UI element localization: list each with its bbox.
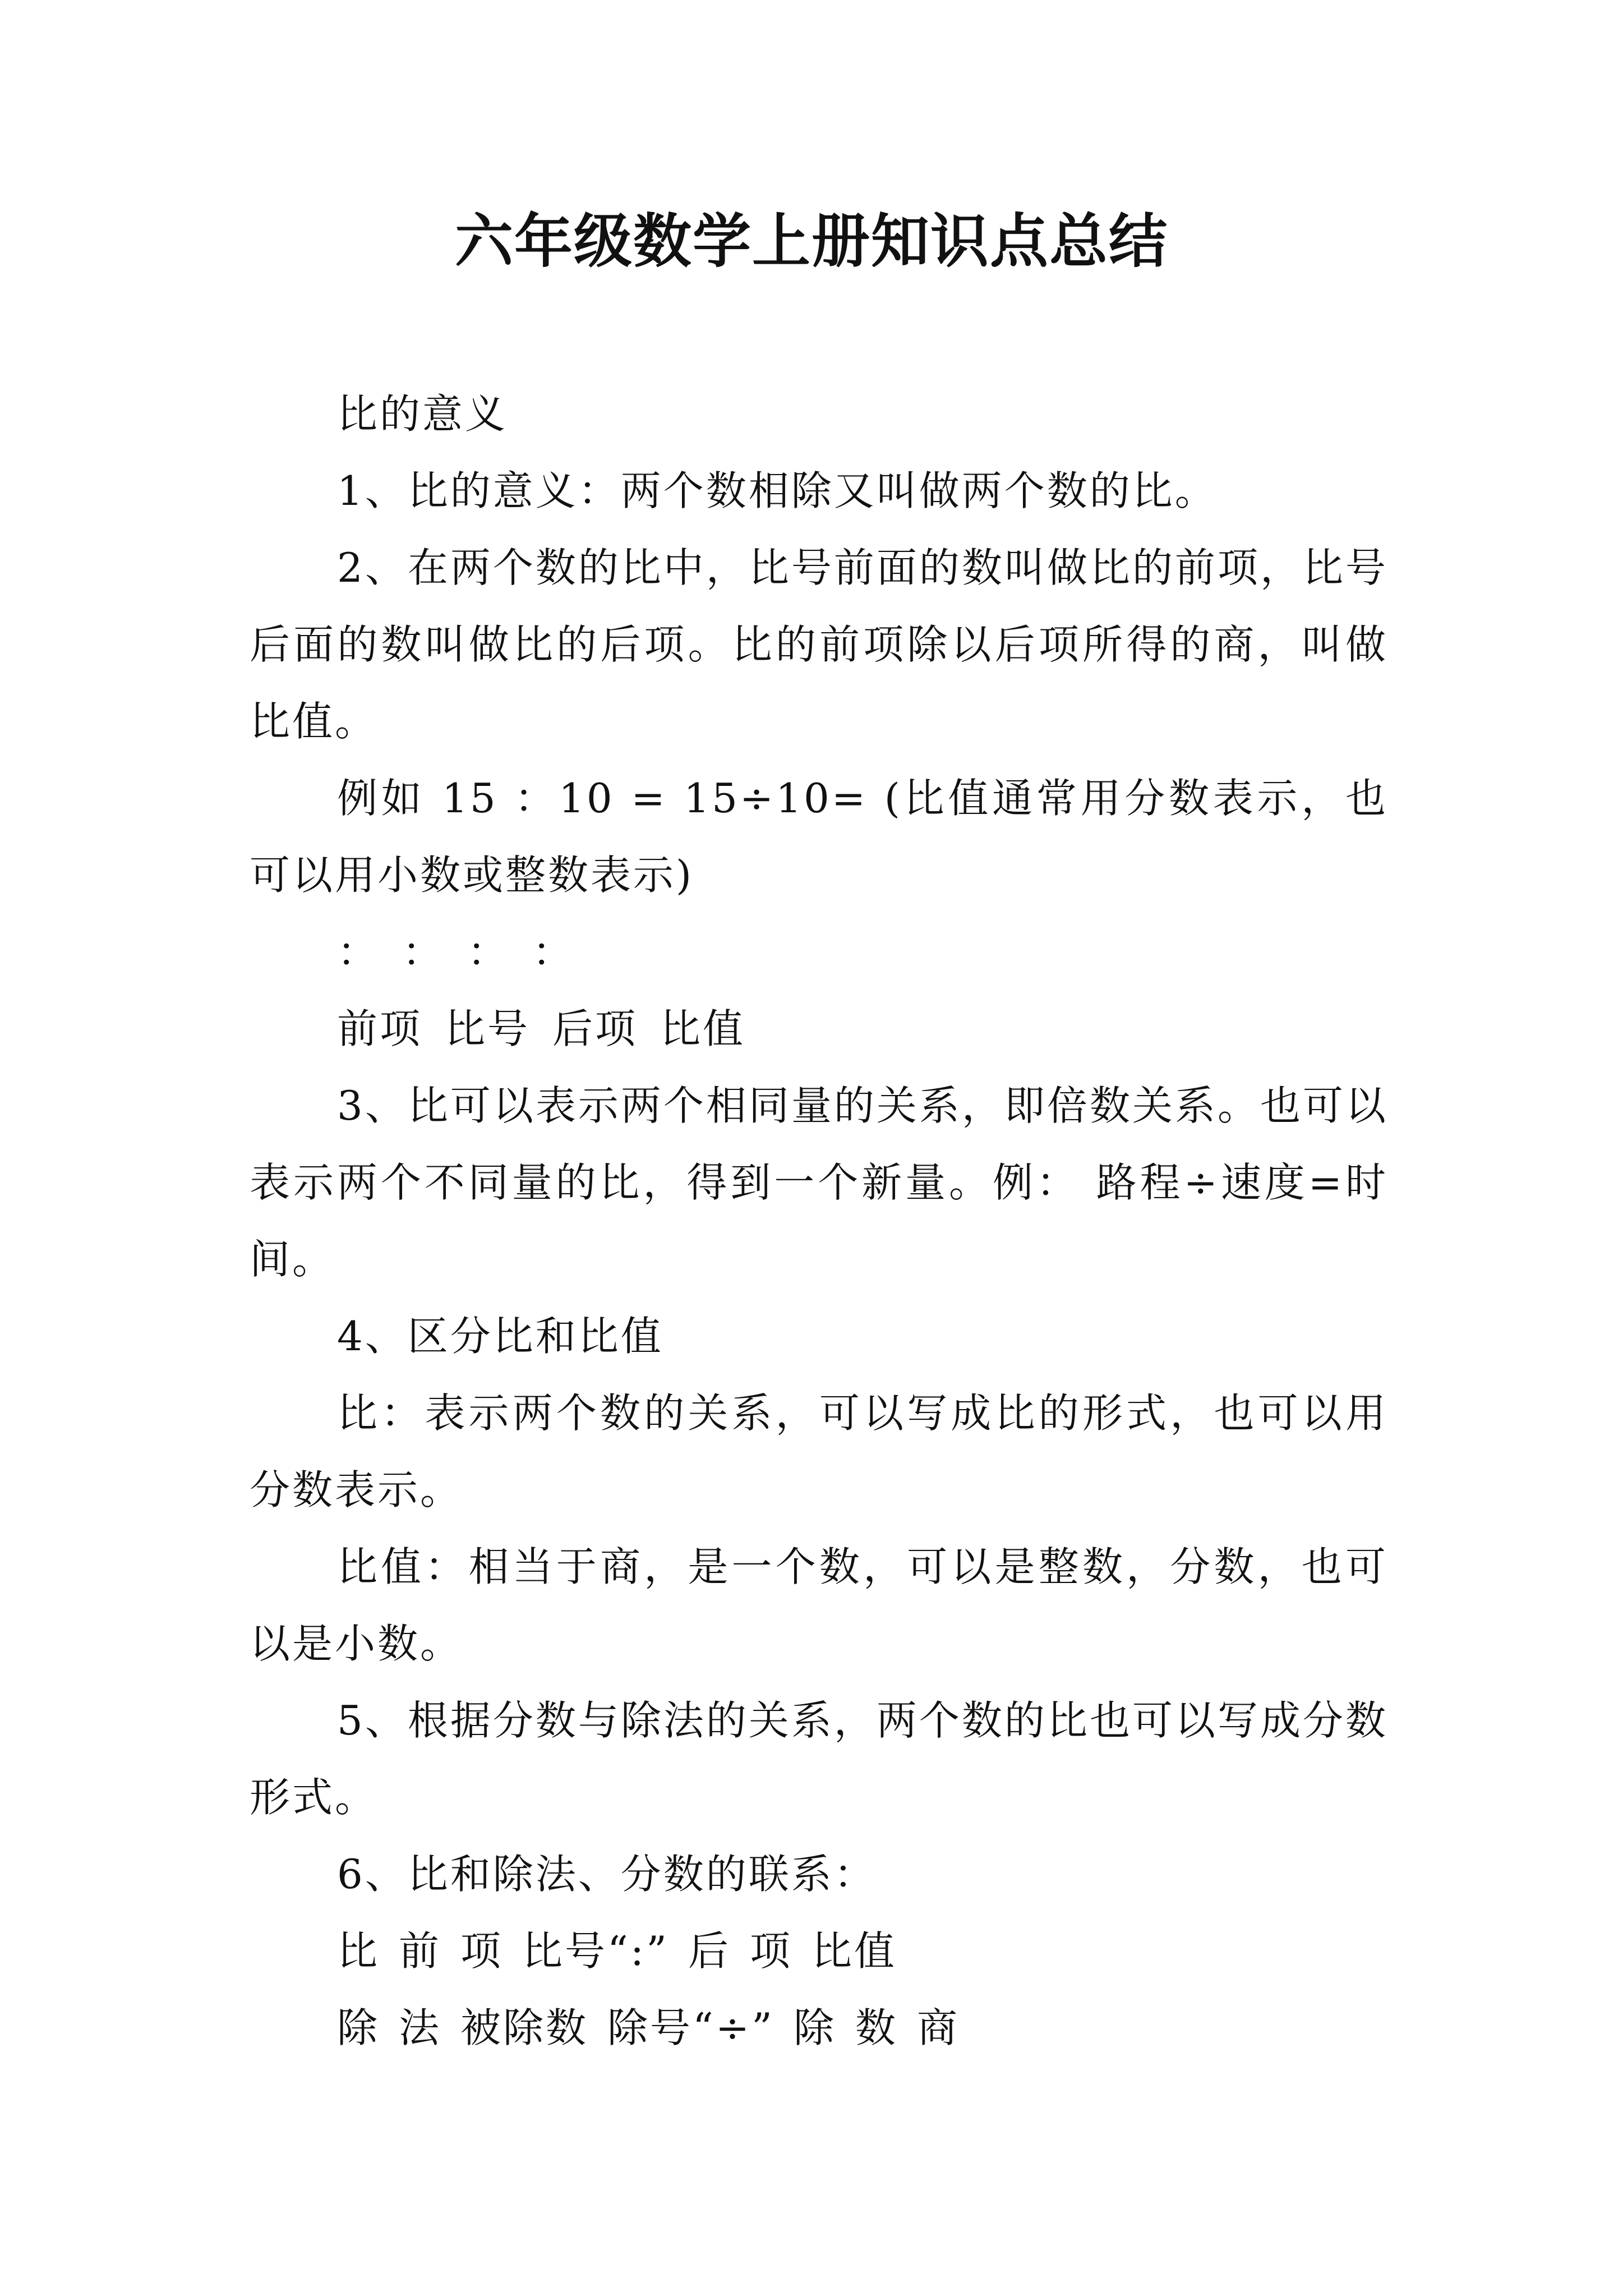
page-title: 六年级数学上册知识点总结 — [454, 207, 1168, 275]
paragraph-item6: 6、比和除法、分数的联系： — [337, 1851, 877, 1898]
example-terms-row — [250, 991, 1388, 1068]
comparison-row-ratio — [250, 1913, 1388, 1990]
division-cell-5: 除 — [794, 2004, 837, 2051]
ratio-cell-2: 前 — [399, 1927, 442, 1975]
division-cell-3: 被除数 — [460, 2004, 589, 2051]
term-bizhi: 比值 — [660, 1005, 746, 1052]
ratio-cell-7: 比值 — [811, 1927, 897, 1975]
paragraph-item4: 4、区分比和比值 — [337, 1313, 663, 1360]
section-heading: 比的意义 — [337, 390, 508, 438]
colon-4: ： — [532, 928, 575, 976]
term-houxiang: 后项 — [552, 1005, 638, 1052]
paragraph-item3: 3、比可以表示两个相同量的关系，即倍数关系。也可以表示两个不同量的比，得到一个新量。例： 路程÷速度=时间。 — [250, 1082, 1388, 1283]
division-cell-1: 除 — [337, 2004, 380, 2051]
comparison-row-division — [250, 1990, 1388, 2067]
paragraph-item1: 1、比的意义：两个数相除又叫做两个数的比。 — [337, 467, 1218, 514]
document-body — [250, 376, 1388, 2067]
division-cell-4: 除号“÷” — [607, 2004, 774, 2051]
colon-2: ： — [402, 928, 445, 976]
paragraph-bi-definition: 比：表示两个数的关系，可以写成比的形式，也可以用分数表示。 — [250, 1389, 1388, 1513]
term-qianxiang: 前项 — [337, 1005, 423, 1052]
colon-3: ： — [467, 928, 510, 976]
ratio-cell-4: 比号“:” — [522, 1927, 669, 1975]
paragraph-bizhi-definition: 比值：相当于商，是一个数，可以是整数，分数，也可以是小数。 — [250, 1543, 1388, 1667]
ratio-cell-1: 比 — [337, 1927, 380, 1975]
ratio-cell-6: 项 — [749, 1927, 792, 1975]
ratio-cell-3: 项 — [460, 1927, 504, 1975]
division-cell-2: 法 — [399, 2004, 442, 2051]
paragraph-item5: 5、根据分数与除法的关系，两个数的比也可以写成分数形式。 — [250, 1697, 1388, 1821]
ratio-cell-5: 后 — [688, 1927, 731, 1975]
example-colon-row — [250, 914, 1388, 991]
term-bihao: 比号 — [445, 1005, 531, 1052]
division-cell-7: 商 — [917, 2004, 960, 2051]
paragraph-item2: 2、在两个数的比中，比号前面的数叫做比的前项，比号后面的数叫做比的后项。比的前项除以后项所得的商，叫做比值。 — [250, 544, 1388, 745]
division-cell-6: 数 — [855, 2004, 898, 2051]
paragraph-example: 例如 15 ：10 = 15÷10= (比值通常用分数表示，也可以用小数或整数表示) — [250, 775, 1388, 899]
colon-1: ： — [337, 928, 380, 976]
